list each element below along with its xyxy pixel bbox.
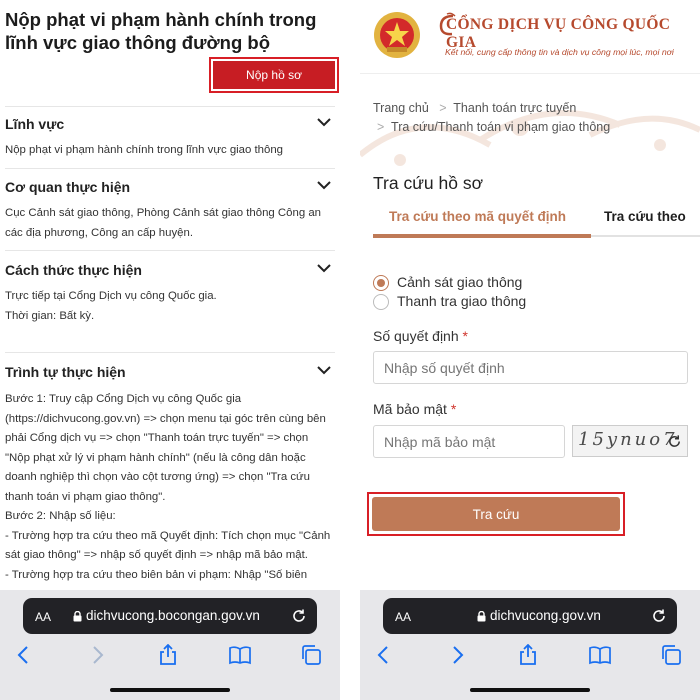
url-text: dichvucong.gov.vn — [490, 608, 601, 623]
tab-by-decision-number[interactable]: Tra cứu theo mã quyết định — [389, 209, 567, 224]
divider — [340, 0, 360, 700]
security-code-input[interactable] — [373, 425, 565, 458]
breadcrumb-online-payment[interactable]: Thanh toán trực tuyến — [453, 101, 577, 115]
search-button-highlight — [367, 492, 625, 536]
search-button[interactable]: Tra cứu — [372, 497, 620, 531]
radio-traffic-inspector[interactable] — [373, 294, 389, 310]
divider — [5, 250, 335, 251]
breadcrumb-home[interactable]: Trang chủ — [373, 101, 429, 115]
chevron-down-icon[interactable] — [317, 117, 331, 127]
site-slogan: Kết nối, cung cấp thông tin và dịch vụ công mọi lúc, mọi nơi — [445, 47, 674, 57]
chevron-down-icon[interactable] — [317, 263, 331, 273]
chevron-down-icon[interactable] — [317, 365, 331, 375]
page-title: Nộp phạt vi phạm hành chính trong lĩnh vực giao thông đường bộ — [5, 9, 317, 53]
forward-icon[interactable] — [86, 644, 108, 666]
section-line: Trực tiếp tại Cổng Dịch vụ công Quốc gia. — [5, 290, 217, 302]
section-text — [5, 204, 335, 243]
radio-label[interactable]: Thanh tra giao thông — [397, 293, 527, 309]
lock-icon — [73, 611, 82, 622]
share-icon[interactable] — [157, 644, 179, 666]
breadcrumb-traffic-violation[interactable]: Tra cứu/Thanh toán vi phạm giao thông — [391, 120, 611, 134]
browser-toolbar — [360, 590, 700, 700]
radio-label[interactable]: Cảnh sát giao thông — [397, 274, 523, 290]
right-screenshot — [360, 0, 700, 700]
submit-application-highlight — [209, 57, 339, 93]
section-title-method[interactable]: Cách thức thực hiện — [5, 262, 142, 278]
forward-icon[interactable] — [446, 644, 468, 666]
section-title-procedure[interactable]: Trình tự thực hiện — [5, 364, 126, 380]
tab-active-indicator — [373, 234, 591, 238]
required-marker: * — [462, 328, 468, 344]
section-line: Cục Cảnh sát giao thông, Phòng Cảnh sát giao thông Công an các địa phương, Công an cấp huyện. — [5, 207, 322, 239]
section-line: Bước 1: Truy cập Cổng Dịch vụ công Quốc gia (https://dichvucong.gov.vn) => chọn menu tại góc trên cùng bên phải Cổng dịch vụ => chọn "Thanh toán trực tuyến" => chọn "Nộp phạt xử lý vi phạm hành chính" (nếu là công dân hoặc doanh nghiệp thì chọn vào cột tương ứng) => chọn "Tra cứu thanh toán vi phạm giao thông". — [5, 393, 326, 503]
refresh-captcha-icon[interactable] — [667, 434, 682, 449]
text-size-button[interactable]: AA — [395, 610, 412, 624]
radio-traffic-police[interactable] — [373, 275, 389, 291]
left-screenshot — [0, 0, 340, 700]
section-text — [5, 390, 335, 585]
back-icon[interactable] — [373, 644, 395, 666]
address-bar[interactable] — [383, 598, 677, 634]
section-heading: Tra cứu hồ sơ — [373, 173, 484, 193]
tabs-icon[interactable] — [660, 644, 682, 666]
national-emblem-icon[interactable] — [372, 10, 422, 60]
bird-pattern-watermark — [360, 85, 700, 185]
section-text — [5, 287, 335, 326]
captcha-image: 15ynuo7 — [578, 429, 678, 450]
section-line: - Trường hợp tra cứu theo biên bản vi phạm: Nhập "Số biên — [5, 568, 308, 581]
decision-number-label — [373, 328, 468, 344]
field-label-text: Số quyết định — [373, 328, 459, 344]
tabs-icon[interactable] — [300, 644, 322, 666]
captcha-box — [572, 425, 688, 457]
submit-application-button[interactable]: Nộp hồ sơ — [213, 61, 335, 89]
bookmarks-icon[interactable] — [229, 644, 251, 666]
breadcrumb-line-2: > Tra cứu/Thanh toán vi phạm giao thông — [377, 120, 611, 134]
section-line: Nộp phạt vi phạm hành chính trong lĩnh vực giao thông — [5, 144, 284, 156]
reload-icon[interactable] — [651, 608, 667, 624]
share-icon[interactable] — [517, 644, 539, 666]
site-header — [360, 0, 700, 74]
chevron-down-icon[interactable] — [317, 180, 331, 190]
security-code-label — [373, 401, 456, 417]
divider — [5, 168, 335, 169]
home-indicator — [110, 688, 230, 692]
breadcrumb: Trang chủ > Thanh toán trực tuyến — [373, 101, 577, 115]
url-text: dichvucong.bocongan.gov.vn — [86, 608, 260, 623]
back-icon[interactable] — [13, 644, 35, 666]
section-text — [5, 141, 335, 161]
site-brand[interactable]: CỔNG DỊCH VỤ CÔNG QUỐC GIA — [446, 16, 671, 51]
text-size-button[interactable]: AA — [35, 610, 52, 624]
section-line: Bước 2: Nhập số liệu: — [5, 510, 116, 522]
section-title-agency[interactable]: Cơ quan thực hiện — [5, 179, 131, 195]
reload-icon[interactable] — [291, 608, 307, 624]
divider — [5, 106, 335, 107]
decision-number-input[interactable] — [373, 351, 688, 384]
address-bar[interactable] — [23, 598, 317, 634]
home-indicator — [470, 688, 590, 692]
browser-toolbar — [0, 590, 340, 700]
required-marker: * — [450, 401, 457, 417]
section-title-field[interactable]: Lĩnh vực — [5, 116, 65, 132]
divider — [5, 352, 335, 353]
bookmarks-icon[interactable] — [589, 644, 611, 666]
field-label-text: Mã bảo mật — [373, 401, 447, 417]
tab-by-record[interactable]: Tra cứu theo — [604, 209, 686, 224]
lock-icon — [477, 611, 486, 622]
section-line: - Trường hợp tra cứu theo mã Quyết định: Tích chọn mục "Cảnh sát giao thông" => nhập số quyết định => nhập mã bảo mật. — [5, 529, 331, 561]
section-line: Thời gian: Bất kỳ. — [5, 309, 95, 322]
